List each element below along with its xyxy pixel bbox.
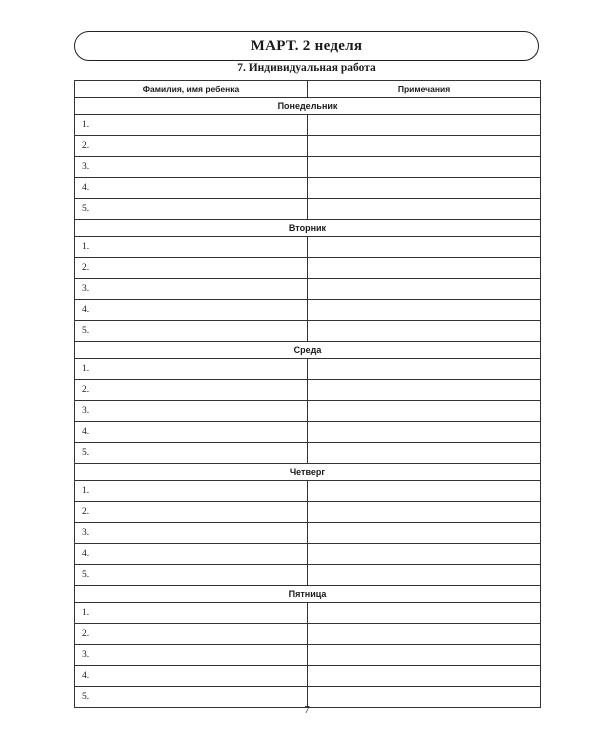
day-header-row bbox=[75, 342, 541, 359]
notes-cell[interactable] bbox=[308, 157, 541, 178]
child-name-cell[interactable]: 5. bbox=[75, 565, 308, 586]
page-header bbox=[74, 31, 539, 61]
child-name-cell[interactable]: 1. bbox=[75, 115, 308, 136]
child-name-cell[interactable]: 2. bbox=[75, 136, 308, 157]
table-row bbox=[75, 199, 541, 220]
notes-cell[interactable] bbox=[308, 565, 541, 586]
child-name-cell[interactable]: 4. bbox=[75, 666, 308, 687]
child-name-cell[interactable]: 1. bbox=[75, 481, 308, 502]
notes-cell[interactable] bbox=[308, 603, 541, 624]
table-body bbox=[75, 98, 541, 708]
page-number: 7 bbox=[304, 704, 310, 716]
child-name-cell[interactable]: 5. bbox=[75, 443, 308, 464]
notes-cell[interactable] bbox=[308, 401, 541, 422]
child-name-cell[interactable]: 2. bbox=[75, 258, 308, 279]
day-name: Пятница bbox=[75, 586, 541, 603]
table-header-row bbox=[75, 81, 541, 98]
table-row bbox=[75, 359, 541, 380]
notes-cell[interactable] bbox=[308, 624, 541, 645]
child-name-cell[interactable]: 2. bbox=[75, 624, 308, 645]
table-row bbox=[75, 624, 541, 645]
child-name-cell[interactable]: 5. bbox=[75, 687, 308, 708]
day-name: Понедельник bbox=[75, 98, 541, 115]
child-name-cell[interactable]: 4. bbox=[75, 544, 308, 565]
notes-cell[interactable] bbox=[308, 178, 541, 199]
table-row bbox=[75, 380, 541, 401]
child-name-cell[interactable]: 1. bbox=[75, 237, 308, 258]
day-name: Среда bbox=[75, 342, 541, 359]
notes-cell[interactable] bbox=[308, 136, 541, 157]
notes-cell[interactable] bbox=[308, 321, 541, 342]
notes-cell[interactable] bbox=[308, 115, 541, 136]
child-name-cell[interactable]: 3. bbox=[75, 279, 308, 300]
child-name-cell[interactable]: 1. bbox=[75, 359, 308, 380]
notes-cell[interactable] bbox=[308, 666, 541, 687]
notes-cell[interactable] bbox=[308, 523, 541, 544]
child-name-cell[interactable]: 3. bbox=[75, 645, 308, 666]
day-header-row bbox=[75, 220, 541, 237]
table-row bbox=[75, 258, 541, 279]
child-name-cell[interactable]: 2. bbox=[75, 380, 308, 401]
day-name: Вторник bbox=[75, 220, 541, 237]
notes-cell[interactable] bbox=[308, 481, 541, 502]
table-row bbox=[75, 523, 541, 544]
child-name-cell[interactable]: 4. bbox=[75, 300, 308, 321]
notes-cell[interactable] bbox=[308, 258, 541, 279]
notes-cell[interactable] bbox=[308, 544, 541, 565]
column-header-child-name: Фамилия, имя ребенка bbox=[75, 81, 308, 98]
notes-cell[interactable] bbox=[308, 502, 541, 523]
notes-cell[interactable] bbox=[308, 359, 541, 380]
child-name-cell[interactable]: 3. bbox=[75, 523, 308, 544]
section-title: 7. Индивидуальная работа bbox=[237, 62, 376, 74]
notes-cell[interactable] bbox=[308, 422, 541, 443]
table-row bbox=[75, 481, 541, 502]
child-name-cell[interactable]: 3. bbox=[75, 157, 308, 178]
notes-cell[interactable] bbox=[308, 237, 541, 258]
table-row bbox=[75, 565, 541, 586]
table-row bbox=[75, 178, 541, 199]
column-header-notes: Примечания bbox=[308, 81, 541, 98]
child-name-cell[interactable]: 4. bbox=[75, 178, 308, 199]
notes-cell[interactable] bbox=[308, 199, 541, 220]
table-row bbox=[75, 237, 541, 258]
table-row bbox=[75, 666, 541, 687]
day-header-row bbox=[75, 586, 541, 603]
page-title: МАРТ. 2 неделя bbox=[250, 37, 363, 54]
table-row bbox=[75, 645, 541, 666]
child-name-cell[interactable]: 3. bbox=[75, 401, 308, 422]
notes-cell[interactable] bbox=[308, 279, 541, 300]
table-row bbox=[75, 300, 541, 321]
table-row bbox=[75, 157, 541, 178]
notes-cell[interactable] bbox=[308, 380, 541, 401]
notes-cell[interactable] bbox=[308, 645, 541, 666]
child-name-cell[interactable]: 5. bbox=[75, 199, 308, 220]
child-name-cell[interactable]: 4. bbox=[75, 422, 308, 443]
day-header-row bbox=[75, 98, 541, 115]
day-header-row bbox=[75, 464, 541, 481]
day-name: Четверг bbox=[75, 464, 541, 481]
individual-work-table bbox=[74, 80, 541, 708]
table-row bbox=[75, 321, 541, 342]
child-name-cell[interactable]: 5. bbox=[75, 321, 308, 342]
table-row bbox=[75, 401, 541, 422]
table-row bbox=[75, 115, 541, 136]
table-row bbox=[75, 136, 541, 157]
table-row bbox=[75, 603, 541, 624]
table-row bbox=[75, 502, 541, 523]
table-row bbox=[75, 544, 541, 565]
table-row bbox=[75, 279, 541, 300]
child-name-cell[interactable]: 2. bbox=[75, 502, 308, 523]
notes-cell[interactable] bbox=[308, 443, 541, 464]
table-row bbox=[75, 422, 541, 443]
notes-cell[interactable] bbox=[308, 300, 541, 321]
child-name-cell[interactable]: 1. bbox=[75, 603, 308, 624]
table-row bbox=[75, 443, 541, 464]
